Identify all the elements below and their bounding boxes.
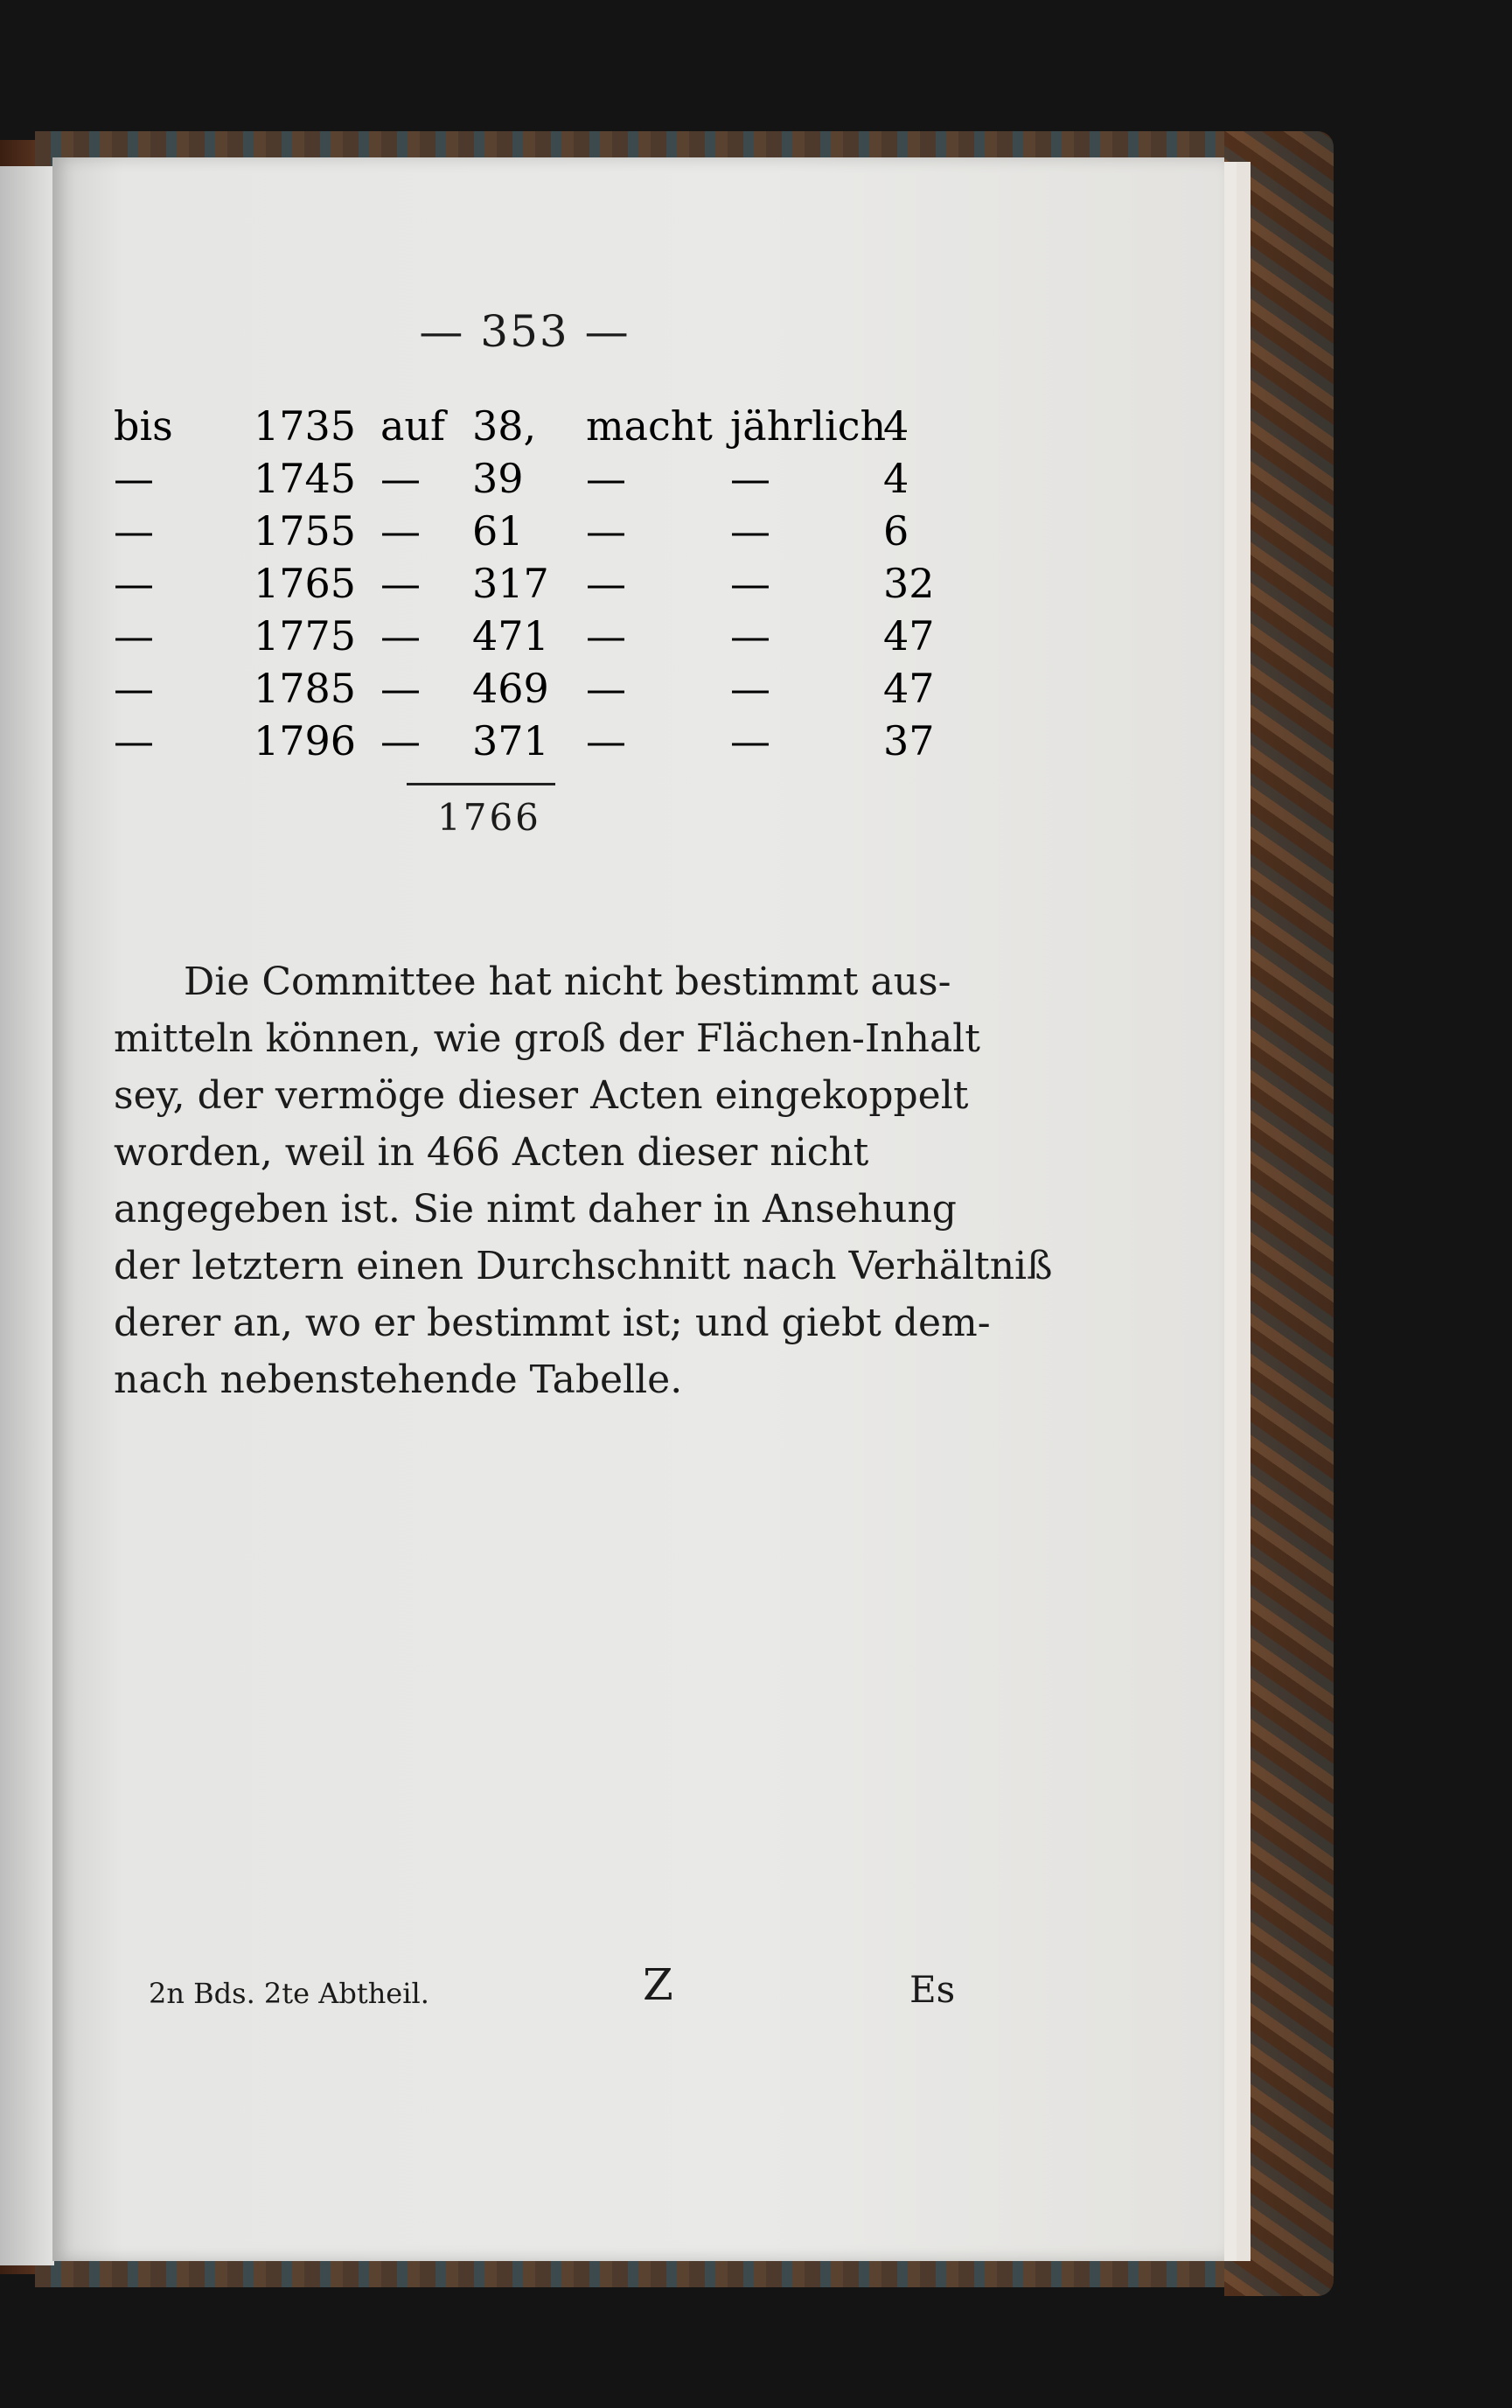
row-jaehrlich: — [730, 560, 770, 607]
table-row [114, 717, 935, 770]
row-jaehrlich: — [730, 612, 770, 660]
paragraph-line: nach nebenstehende Tabelle. [114, 1358, 683, 1402]
table-row [114, 402, 927, 455]
row-yearly: 47 [883, 612, 935, 660]
row-yearly: 6 [883, 507, 909, 555]
row-prefix: bis [114, 402, 173, 450]
row-prefix: — [114, 507, 154, 555]
row-prefix: — [114, 665, 154, 712]
paragraph-line: derer an, wo er bestimmt ist; und giebt dem- [114, 1301, 991, 1345]
row-macht: — [586, 612, 626, 660]
row-word: — [380, 717, 421, 764]
row-yearly: 47 [883, 665, 935, 712]
paragraph-line: worden, weil in 466 Acten dieser nicht [114, 1130, 869, 1175]
row-jaehrlich: — [730, 717, 770, 764]
sum-rule [407, 783, 555, 785]
row-year: 1765 [254, 560, 357, 607]
table-row [114, 455, 927, 507]
row-macht: — [586, 717, 626, 764]
row-year: 1735 [254, 402, 357, 450]
row-jaehrlich: — [730, 507, 770, 555]
row-count: 61 [472, 507, 524, 555]
row-macht: — [586, 455, 626, 502]
row-word: — [380, 665, 421, 712]
footer-signature: 2n Bds. 2te Abtheil. [149, 1977, 429, 2010]
footer-catchword: Es [909, 1968, 956, 2011]
row-jaehrlich: — [730, 665, 770, 712]
left-page-edge [0, 166, 54, 2265]
paragraph-line: angegeben ist. Sie nimt daher in Ansehung [114, 1187, 957, 1232]
row-year: 1745 [254, 455, 357, 502]
paragraph-line: sey, der vermöge dieser Acten eingekoppelt [114, 1073, 969, 1118]
paragraph-line: Die Committee hat nicht bestimmt aus- [184, 960, 951, 1004]
row-word: auf [380, 402, 446, 450]
table-row [114, 507, 927, 560]
row-prefix: — [114, 560, 154, 607]
footer-sheet-mark: Z [643, 1959, 673, 2010]
row-count: 471 [472, 612, 549, 660]
row-macht: — [586, 560, 626, 607]
row-jaehrlich: jährlich [730, 402, 887, 450]
row-yearly: 4 [883, 455, 909, 502]
row-prefix: — [114, 455, 154, 502]
row-yearly: 4 [883, 402, 909, 450]
table-row [114, 665, 935, 717]
row-word: — [380, 507, 421, 555]
row-year: 1755 [254, 507, 357, 555]
row-yearly: 32 [883, 560, 935, 607]
page-number-header: — 353 — [419, 306, 631, 357]
row-count: 39 [472, 455, 524, 502]
row-count: 38, [472, 402, 537, 450]
table-total: 1766 [437, 796, 541, 839]
paragraph-line: mitteln können, wie groß der Flächen-Inhalt [114, 1016, 980, 1061]
row-year: 1785 [254, 665, 357, 712]
row-macht: — [586, 665, 626, 712]
table-row [114, 612, 935, 665]
row-macht: — [586, 507, 626, 555]
row-count: 371 [472, 717, 549, 764]
row-prefix: — [114, 612, 154, 660]
row-word: — [380, 560, 421, 607]
row-macht: macht [586, 402, 713, 450]
row-year: 1796 [254, 717, 357, 764]
row-count: 317 [472, 560, 549, 607]
row-word: — [380, 612, 421, 660]
table-row [114, 560, 935, 612]
row-yearly: 37 [883, 717, 935, 764]
row-prefix: — [114, 717, 154, 764]
row-word: — [380, 455, 421, 502]
statistics-table [114, 402, 935, 770]
row-jaehrlich: — [730, 455, 770, 502]
row-year: 1775 [254, 612, 357, 660]
paragraph-line: der letztern einen Durchschnitt nach Verhältniß [114, 1244, 1053, 1288]
body-paragraph [114, 953, 1053, 1408]
row-count: 469 [472, 665, 549, 712]
